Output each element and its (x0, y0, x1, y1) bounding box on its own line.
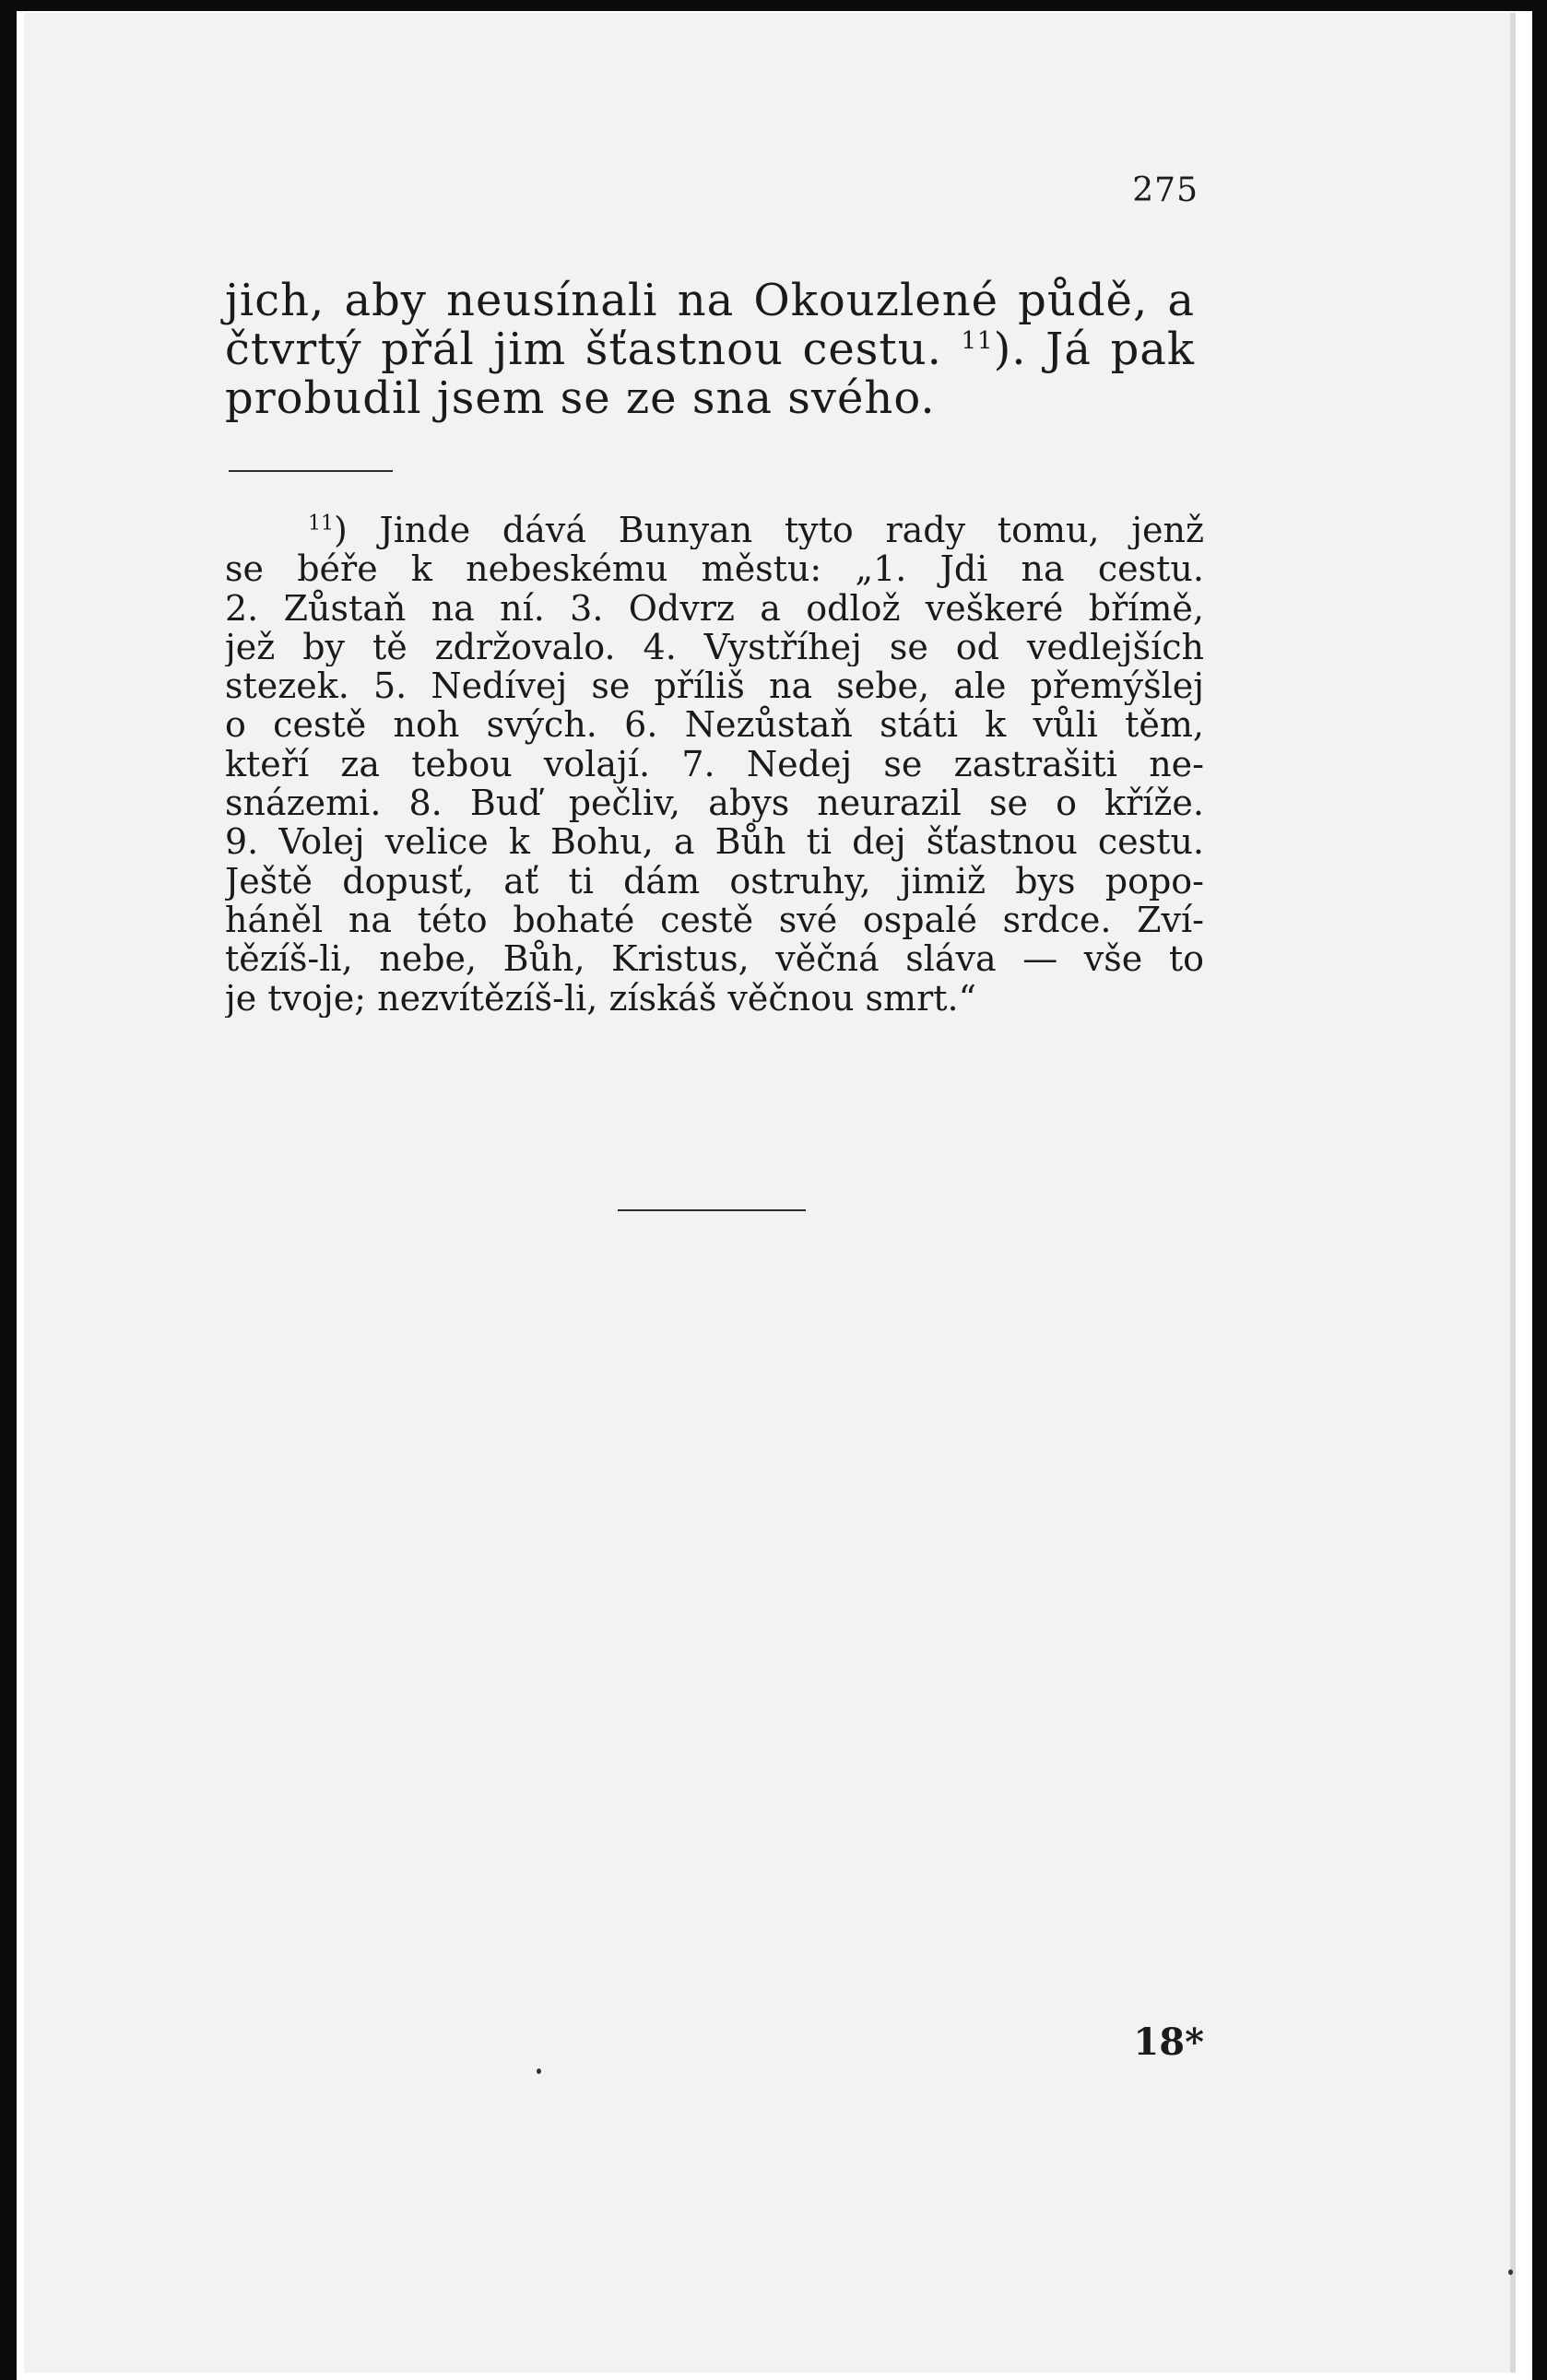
footnote-separator (229, 470, 393, 472)
main-line-3: probudil jsem se ze sna svého. (225, 372, 936, 424)
main-line-2-tail: ). Já pak (993, 324, 1195, 375)
footnote-line: o cestě noh svých. 6. Nezůstaň státi k vůli těm, (225, 705, 1204, 745)
footnote-line: tězíš-li, nebe, Bůh, Kristus, věčná sláva — vše to (225, 939, 1204, 979)
footnote-line-1 (225, 511, 1204, 549)
ink-speck (1508, 2269, 1513, 2275)
end-rule (618, 1209, 806, 1211)
signature-mark: 18* (1133, 2021, 1204, 2064)
footnote-line: jež by tě zdržovalo. 4. Vystříhej se od vedlejších (225, 627, 1204, 667)
main-line-2-text: čtvrtý přál jim šťastnou cestu. (225, 324, 942, 375)
footnote-line: snázemi. 8. Buď pečliv, abys neurazil se o kříže. (225, 784, 1204, 823)
footnote-line: háněl na této bohaté cestě své ospalé srdce. Zví- (225, 900, 1204, 940)
footnote-line: kteří za tebou volají. 7. Nedej se zastrašiti ne- (225, 744, 1204, 784)
page-number: 275 (1132, 171, 1199, 209)
footnote-reference: 11 (961, 327, 994, 355)
scan-edge-left (0, 0, 17, 2380)
ink-speck (537, 2068, 541, 2074)
main-line-1: jich, aby neusínali na Okouzlené půdě, a (225, 275, 1195, 326)
footnote-line: 2. Zůstaň na ní. 3. Odvrz a odlož veškeré břímě, (225, 588, 1204, 628)
footnote-line-1-text: ) Jinde dává Bunyan tyto rady tomu, jenž (334, 511, 1204, 550)
scan-edge-right (1532, 0, 1547, 2380)
footnote-line: 9. Volej velice k Bohu, a Bůh ti dej šťastnou cestu. (225, 822, 1204, 862)
footnote-marker: 11 (308, 512, 334, 536)
scan-edge-top (0, 0, 1547, 11)
main-paragraph (225, 277, 1195, 423)
footnote-line: se béře k nebeskému městu: „1. Jdi na cestu. (225, 549, 1204, 589)
footnote-line: Ještě dopusť, ať ti dám ostruhy, jimiž bys popo- (225, 861, 1204, 901)
main-line-2 (225, 325, 1195, 374)
footnote-line: je tvoje; nezvítězíš-li, získáš věčnou smrt.“ (225, 978, 977, 1018)
footnote (225, 511, 1204, 1018)
footnote-line: stezek. 5. Nedívej se příliš na sebe, ale přemýšlej (225, 666, 1204, 706)
